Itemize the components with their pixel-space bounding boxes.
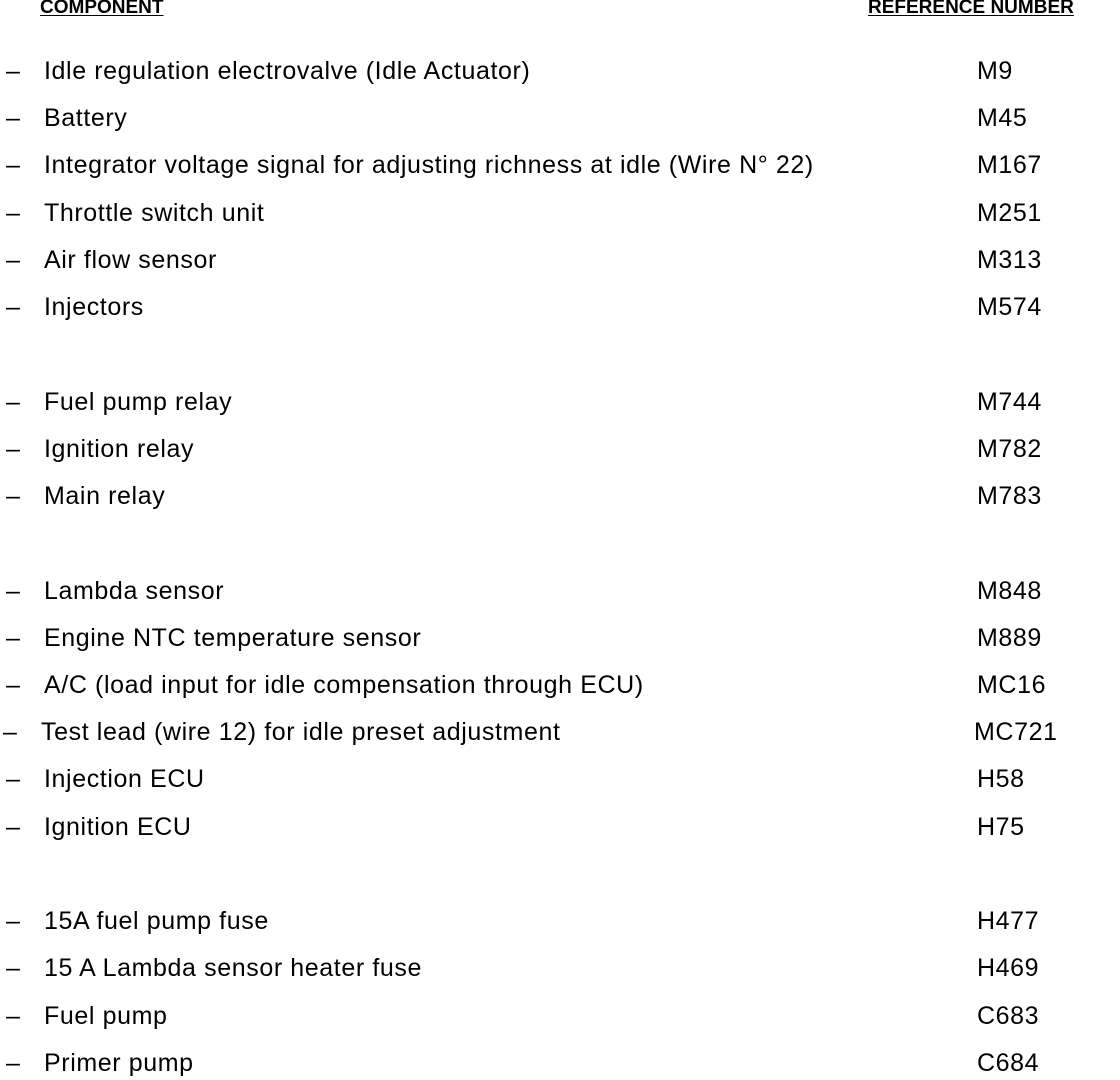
list-bullet: – xyxy=(6,624,20,652)
list-bullet: – xyxy=(6,907,20,935)
component-name: Air flow sensor xyxy=(44,246,217,274)
component-name: Fuel pump xyxy=(44,1002,168,1030)
reference-number: M574 xyxy=(977,293,1042,321)
list-item xyxy=(0,149,1120,181)
list-bullet: – xyxy=(6,199,20,227)
component-name: 15 A Lambda sensor heater fuse xyxy=(44,954,422,982)
component-name: 15A fuel pump fuse xyxy=(44,907,269,935)
list-item xyxy=(0,55,1120,87)
list-item xyxy=(0,244,1120,276)
component-name: Test lead (wire 12) for idle preset adjustment xyxy=(41,718,561,746)
reference-number: H477 xyxy=(977,907,1040,935)
list-item xyxy=(0,291,1120,323)
list-item xyxy=(0,386,1120,418)
reference-number: H75 xyxy=(977,813,1025,841)
component-name: Battery xyxy=(44,104,128,132)
component-name: Ignition relay xyxy=(44,435,195,463)
list-item xyxy=(0,669,1120,701)
reference-number: MC16 xyxy=(977,671,1047,699)
list-bullet: – xyxy=(6,671,20,699)
component-name: Lambda sensor xyxy=(44,577,225,605)
reference-number: H469 xyxy=(977,954,1040,982)
component-name: Fuel pump relay xyxy=(44,388,233,416)
reference-number-column-header: REFERENCE NUMBER xyxy=(868,0,1074,18)
reference-number: M167 xyxy=(977,151,1042,179)
reference-number: M889 xyxy=(977,624,1042,652)
component-column-header: COMPONENT xyxy=(40,0,164,18)
list-bullet: – xyxy=(6,57,20,85)
reference-number: M848 xyxy=(977,577,1042,605)
list-bullet: – xyxy=(6,482,20,510)
list-item xyxy=(0,811,1120,843)
component-name: Engine NTC temperature sensor xyxy=(44,624,422,652)
list-bullet: – xyxy=(6,388,20,416)
list-item xyxy=(0,433,1120,465)
reference-number: M251 xyxy=(977,199,1042,227)
list-item xyxy=(0,575,1120,607)
list-item xyxy=(0,1000,1120,1032)
list-item xyxy=(0,480,1120,512)
component-name: Injectors xyxy=(44,293,144,321)
component-name: Main relay xyxy=(44,482,166,510)
list-item xyxy=(0,1047,1120,1079)
list-bullet: – xyxy=(6,293,20,321)
component-name: Injection ECU xyxy=(44,765,205,793)
reference-number: H58 xyxy=(977,765,1025,793)
list-bullet: – xyxy=(3,718,17,746)
list-item xyxy=(0,763,1120,795)
list-item xyxy=(0,716,1120,748)
list-bullet: – xyxy=(6,577,20,605)
component-name: Integrator voltage signal for adjusting richness at idle (Wire N° 22) xyxy=(44,151,814,179)
reference-number: MC721 xyxy=(974,718,1058,746)
list-bullet: – xyxy=(6,104,20,132)
list-bullet: – xyxy=(6,1002,20,1030)
reference-number: M744 xyxy=(977,388,1042,416)
list-bullet: – xyxy=(6,813,20,841)
component-name: Ignition ECU xyxy=(44,813,192,841)
list-item xyxy=(0,622,1120,654)
reference-number: M45 xyxy=(977,104,1028,132)
reference-number: M783 xyxy=(977,482,1042,510)
reference-number: C683 xyxy=(977,1002,1040,1030)
component-name: Throttle switch unit xyxy=(44,199,265,227)
list-item xyxy=(0,197,1120,229)
component-name: Idle regulation electrovalve (Idle Actuator) xyxy=(44,57,531,85)
component-name: A/C (load input for idle compensation through ECU) xyxy=(44,671,644,699)
list-bullet: – xyxy=(6,765,20,793)
list-bullet: – xyxy=(6,1049,20,1077)
list-item xyxy=(0,905,1120,937)
list-bullet: – xyxy=(6,954,20,982)
list-bullet: – xyxy=(6,151,20,179)
list-bullet: – xyxy=(6,435,20,463)
component-name: Primer pump xyxy=(44,1049,194,1077)
reference-number: M9 xyxy=(977,57,1013,85)
list-item xyxy=(0,102,1120,134)
reference-number: M313 xyxy=(977,246,1042,274)
list-item xyxy=(0,952,1120,984)
list-bullet: – xyxy=(6,246,20,274)
reference-number: M782 xyxy=(977,435,1042,463)
reference-number: C684 xyxy=(977,1049,1040,1077)
